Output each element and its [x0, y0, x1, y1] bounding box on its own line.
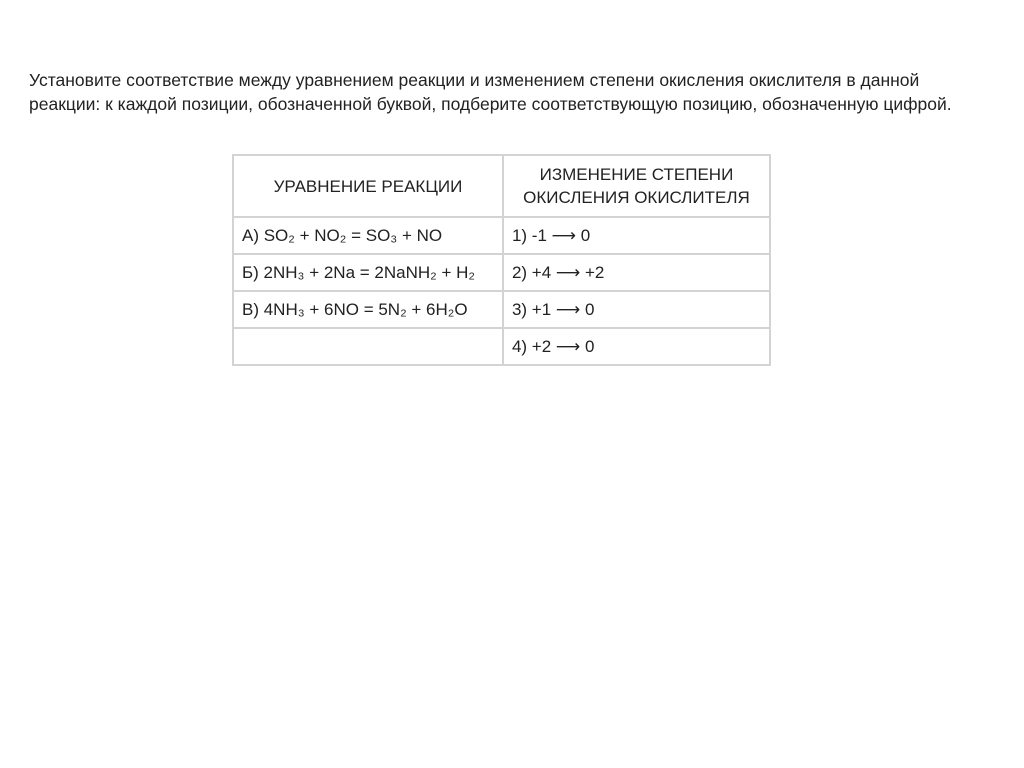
header-oxidation-change: ИЗМЕНЕНИЕ СТЕПЕНИ ОКИСЛЕНИЯ ОКИСЛИТЕЛЯ [503, 155, 770, 217]
header-reaction: УРАВНЕНИЕ РЕАКЦИИ [233, 155, 503, 217]
oxidation-change-cell: 4) +2 ⟶ 0 [503, 328, 770, 365]
oxidation-change-cell: 3) +1 ⟶ 0 [503, 291, 770, 328]
reaction-cell: В) 4NH₃ + 6NO = 5N₂ + 6H₂O [233, 291, 503, 328]
reaction-cell: Б) 2NH₃ + 2Na = 2NaNH₂ + H₂ [233, 254, 503, 291]
table-row [233, 291, 770, 328]
matching-table [232, 154, 771, 366]
oxidation-change-cell: 1) -1 ⟶ 0 [503, 217, 770, 254]
table-row [233, 254, 770, 291]
table-row [233, 328, 770, 365]
task-instruction: Установите соответствие между уравнением реакции и изменением степени окисления окислителя в данной реакции: к каждой позиции, обозначенной буквой, подберите соответствующую позицию, обозначенную цифрой. [29, 70, 952, 114]
reaction-cell [233, 328, 503, 365]
table-header-row [233, 155, 770, 217]
table-row [233, 217, 770, 254]
reaction-cell: А) SO₂ + NO₂ = SO₃ + NO [233, 217, 503, 254]
oxidation-change-cell: 2) +4 ⟶ +2 [503, 254, 770, 291]
